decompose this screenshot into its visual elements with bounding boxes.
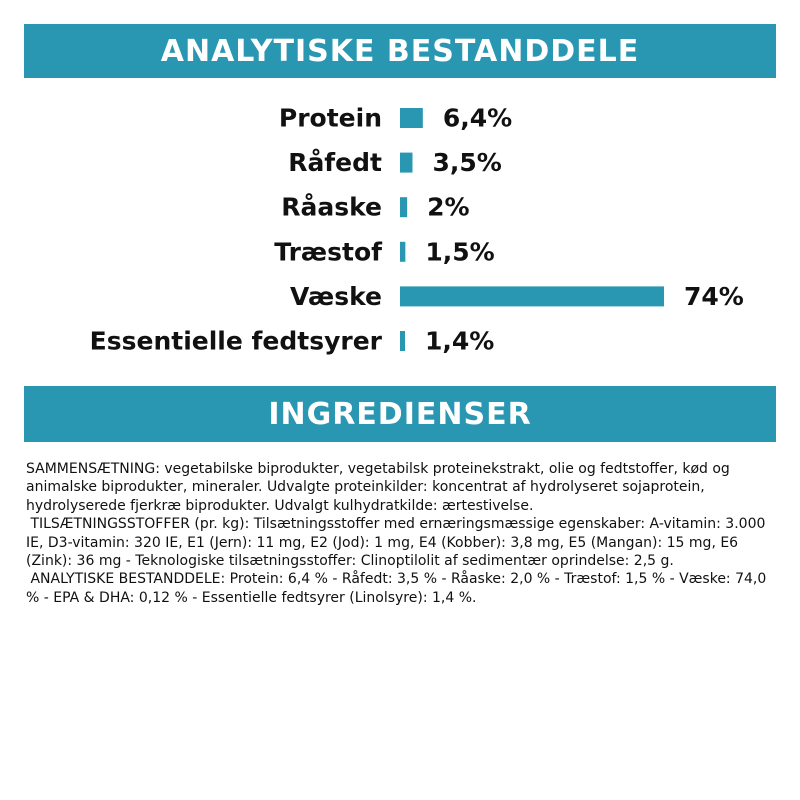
value-label: 74% <box>684 281 744 311</box>
analysis-section-header: ANALYTISKE BESTANDDELE <box>24 24 776 78</box>
value-label: 1,4% <box>424 326 495 356</box>
category-label: Råfedt <box>288 148 382 178</box>
ingredients-section-header: INGREDIENSER <box>24 386 776 442</box>
value-label: 6,4% <box>442 103 513 133</box>
nutrient-bar-chart <box>0 90 800 370</box>
ingredients-additives: TILSÆTNINGSSTOFFER (pr. kg): Tilsætningsstoffer med ernæringsmæssige egenskaber: A-vitamin: 3.000 IE, D3-vitamin: 320 IE, E1 (Jern): 11 mg, E2 (Jod): 1 mg, E4 (Kobber): 3,8 mg, E5 (Mangan): 15 mg, E6 (Zink): 36 mg - Teknologiske tilsætningsstoffer: Clinoptilolit af sedimentær oprindelse: 2,5 g. <box>26 516 770 570</box>
category-label: Essentielle fedtsyrer <box>89 326 382 356</box>
ingredients-composition: SAMMENSÆTNING: vegetabilske biprodukter, vegetabilsk proteinekstrakt, olie og fedtstoffer, kød og animalske biprodukter, mineraler. Udvalgte proteinkilder: koncentrat af hydrolyseret sojaprotein, hydrolyserede fjerkræ biprodukter. Udvalgt kulhydratkilde: ærtestivelse. <box>26 461 735 514</box>
category-label: Råaske <box>281 192 382 222</box>
ingredients-text <box>26 460 778 607</box>
bar <box>400 242 405 262</box>
category-label: Træstof <box>274 237 382 267</box>
value-label: 1,5% <box>425 237 495 267</box>
bar <box>400 286 664 306</box>
bar <box>400 153 412 173</box>
value-label: 2% <box>427 192 470 222</box>
bar <box>400 197 407 217</box>
ingredients-analysis: ANALYTISKE BESTANDDELE: Protein: 6,4 % - Råfedt: 3,5 % - Råaske: 2,0 % - Træstof: 1,5 % - Væske: 74,0 % - EPA & DHA: 0,12 % - Essentielle fedtsyrer (Linolsyre): 1,4 %. <box>26 571 771 606</box>
category-label: Protein <box>278 103 382 133</box>
category-label: Væske <box>290 281 382 311</box>
bar <box>400 331 405 351</box>
bar <box>400 108 423 128</box>
value-label: 3,5% <box>432 148 502 178</box>
